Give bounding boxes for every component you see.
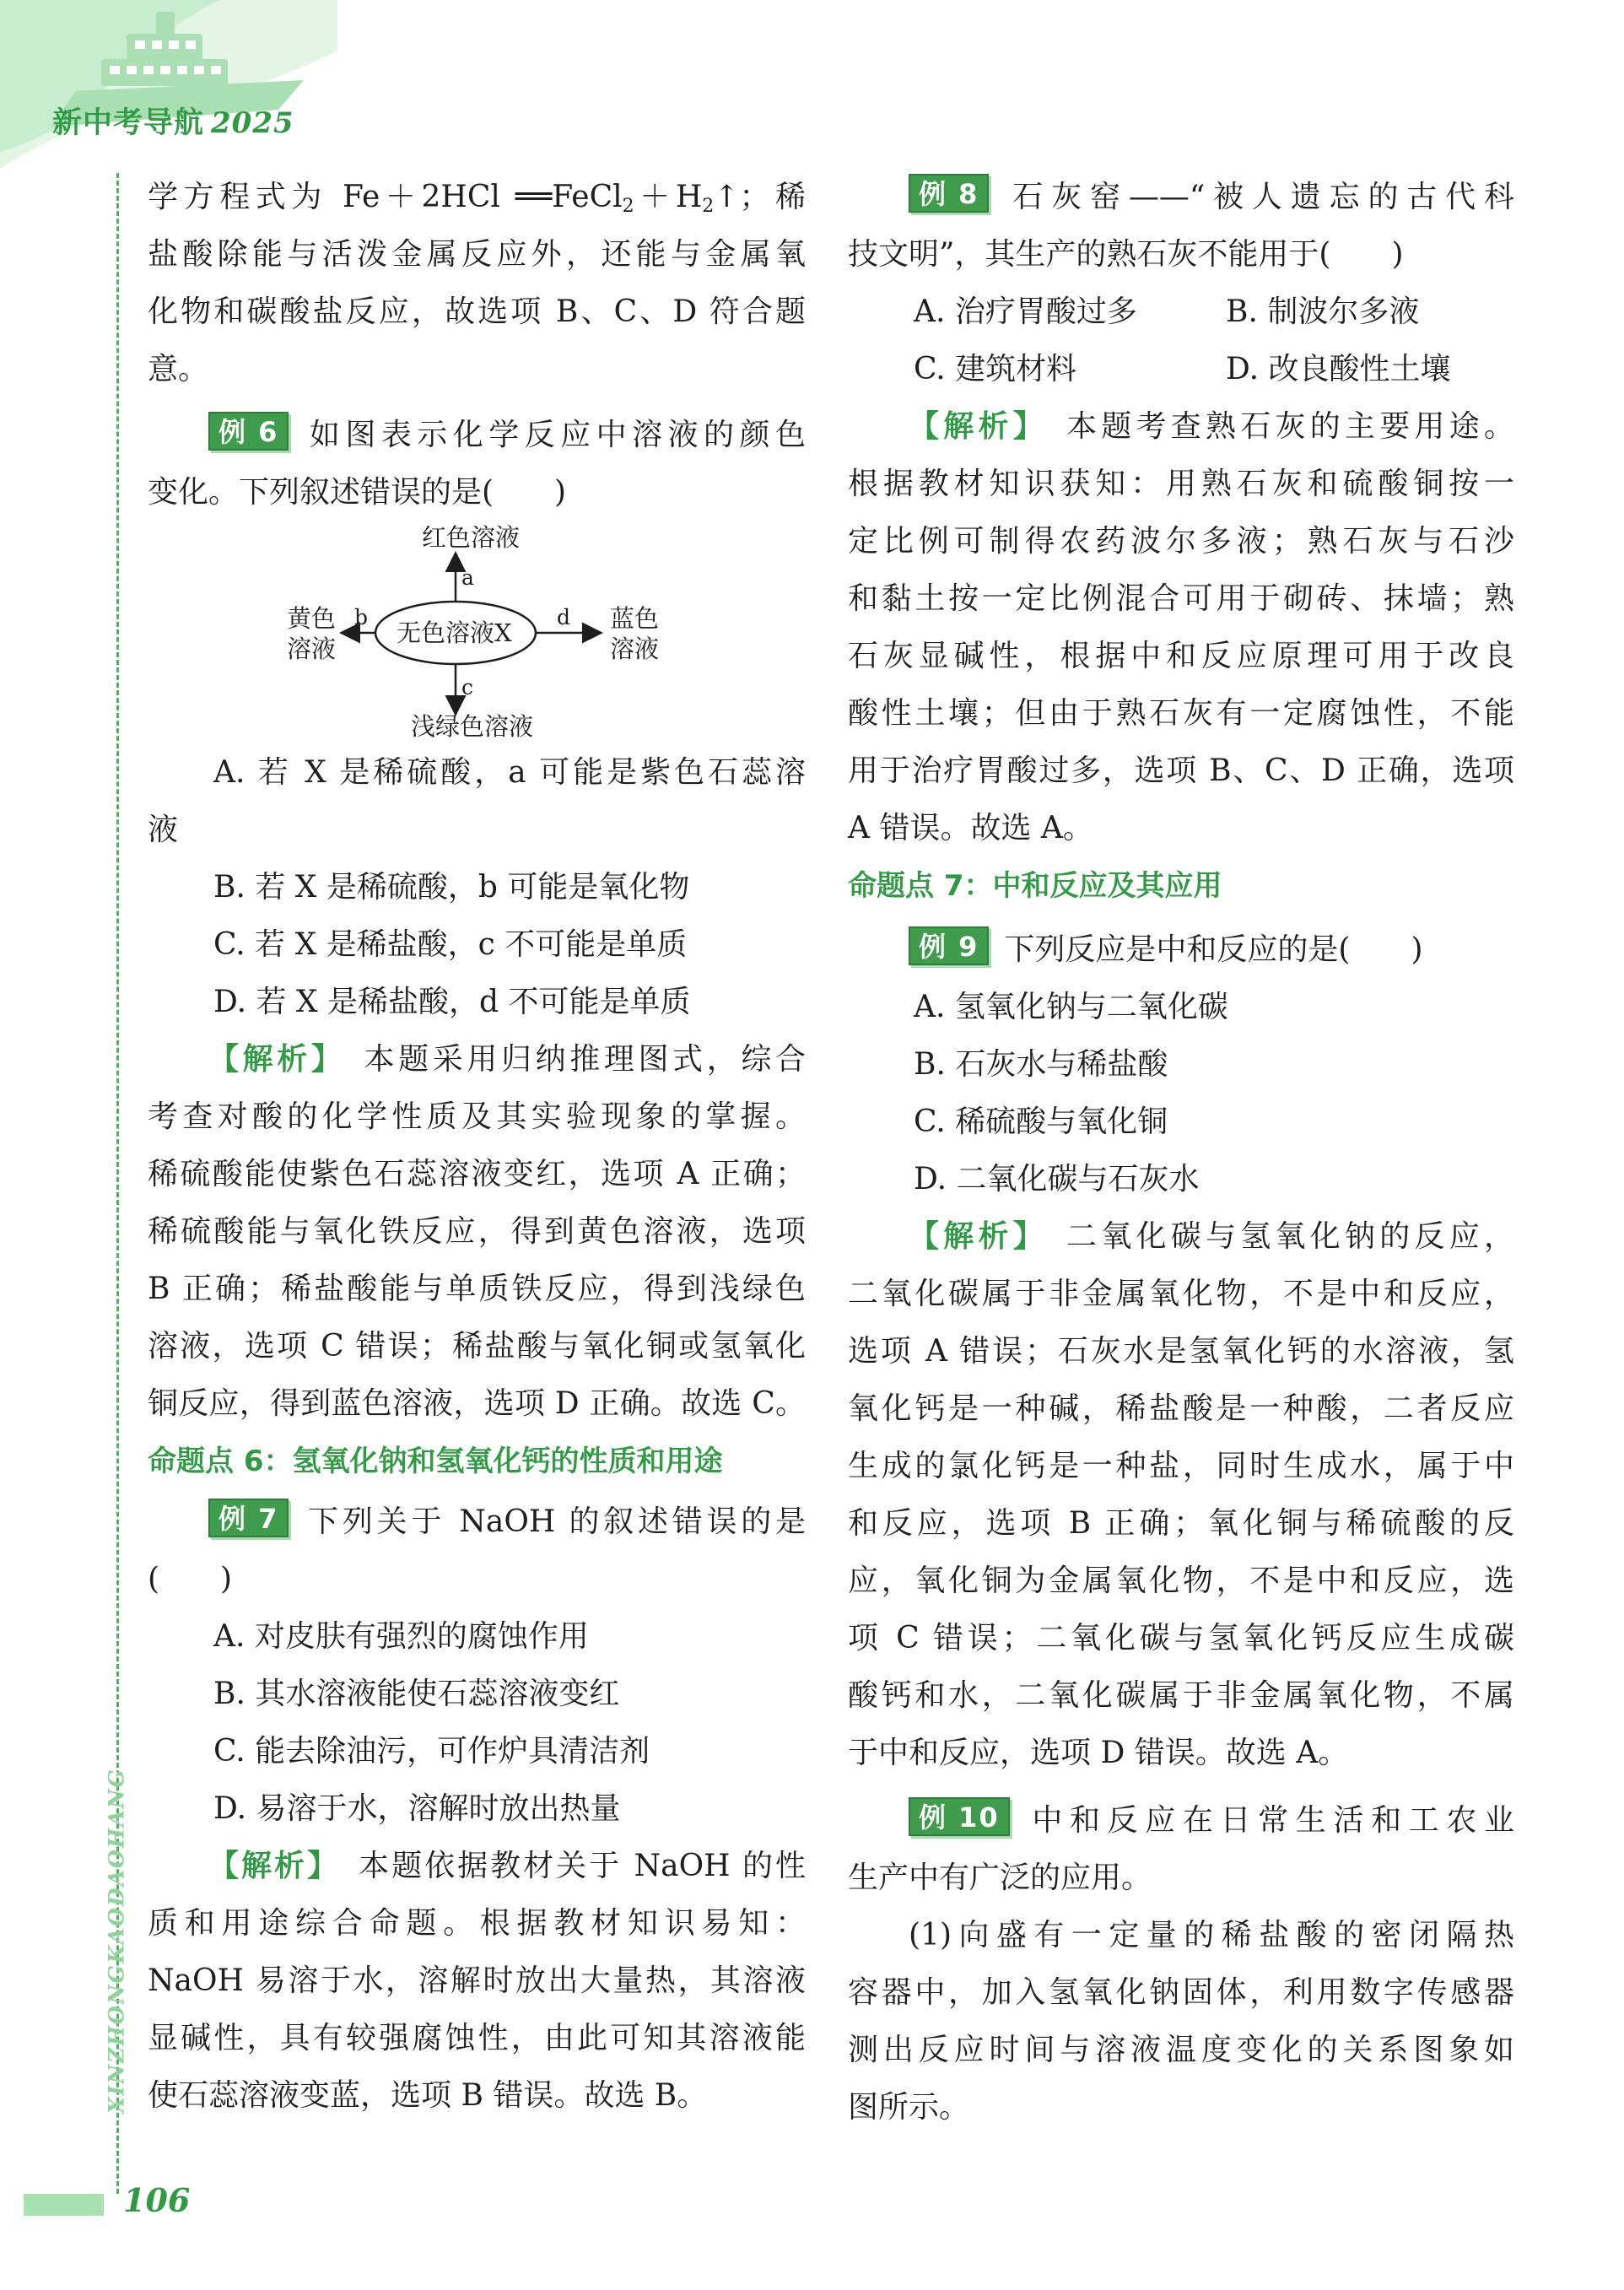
analysis-line: 酸性土壤；但由于熟石灰有一定腐蚀性，不能	[848, 696, 1514, 731]
analysis-line: B 正确；稀盐酸能与单质铁反应，得到浅绿色	[148, 1272, 806, 1306]
analysis-line: 溶液，选项 C 错误；稀盐酸与氧化铜或氢氧化	[148, 1329, 806, 1364]
diagram-arrow-c: c	[461, 675, 474, 699]
diagram-arrow-b: b	[354, 605, 369, 629]
option: C. 建筑材料	[914, 352, 1077, 386]
diagram-arrow-d: d	[557, 605, 571, 629]
analysis-line: 选项 A 错误；石灰水是氢氧化钙的水溶液，氢	[848, 1334, 1514, 1369]
analysis-line: 用于治疗胃酸过多，选项 B、C、D 正确，选项	[848, 753, 1514, 788]
text-line: ( )	[148, 1562, 233, 1596]
text-line: 学方程式为 Fe＋2HCl $══FeCl_2+H_2↑$；稀	[148, 180, 806, 217]
text-line: 意。	[148, 352, 209, 386]
example-9-stem: 例 9 下列反应是中和反应的是( )	[848, 921, 1514, 979]
option-line: D. 易溶于水，溶解时放出热量	[213, 1791, 621, 1826]
example-8-stem: 例 8 石灰窑——“被人遗忘的古代科	[848, 169, 1514, 226]
option-line: B. 石灰水与稀盐酸	[914, 1047, 1168, 1082]
analysis-line: 氧化钙是一种碱，稀盐酸是一种酸，二者反应	[848, 1391, 1514, 1426]
option-line: A. 对皮肤有强烈的腐蚀作用	[213, 1619, 589, 1654]
left-column	[148, 169, 806, 2125]
option: B. 制波尔多液	[1226, 294, 1420, 329]
option-line: D. 若 X 是稀盐酸，d 不可能是单质	[213, 985, 691, 1019]
option-line: C. 若 X 是稀盐酸，c 不可能是单质	[213, 927, 688, 962]
diagram-label-right-2: 溶液	[610, 635, 660, 663]
diagram-label-right-1: 蓝色	[610, 604, 660, 633]
header-ship-illustration	[0, 0, 337, 169]
diagram-label-left-2: 溶液	[287, 635, 337, 663]
analysis-label: 【解析】	[208, 1042, 346, 1077]
text-line: 图所示。	[848, 2090, 970, 2125]
option-line: A. 若 X 是稀硫酸，a 可能是紫色石蕊溶	[213, 755, 806, 790]
diagram-label-bottom: 浅绿色溶液	[411, 712, 534, 741]
text-line: 技文明”，其生产的熟石灰不能用于( )	[848, 237, 1404, 272]
analysis-line: 稀硫酸能与氧化铁反应，得到黄色溶液，选项	[148, 1214, 806, 1249]
example-10-stem: 例 10 中和反应在日常生活和工农业	[848, 1792, 1514, 1850]
margin-vertical-text: XINZHONGKAODAOHANG	[104, 1768, 129, 2114]
text-line: 盐酸除能与活泼金属反应外，还能与金属氧	[148, 237, 806, 272]
analysis-line: 考查对酸的化学性质及其实验现象的掌握。	[148, 1099, 806, 1134]
analysis-label: 【解析】	[208, 1849, 341, 1883]
text-line: 生产中有广泛的应用。	[848, 1861, 1152, 1895]
example-tag: 例 7	[208, 1499, 289, 1537]
analysis-line: 铜反应，得到蓝色溶液，选项 D 正确。故选 C。	[148, 1386, 806, 1421]
text-line: 化物和碳酸盐反应，故选项 B、C、D 符合题	[148, 294, 806, 329]
diagram-label-left-1: 黄色	[287, 604, 337, 633]
analysis-line: 酸钙和水，二氧化碳属于非金属氧化物，不属	[848, 1678, 1514, 1713]
analysis-line: 于中和反应，选项 D 错误。故选 A。	[848, 1736, 1349, 1770]
analysis-line: 【解析】 二氧化碳与氢氧化钠的反应，	[909, 1219, 1514, 1254]
analysis-line: 根据教材知识获知：用熟石灰和硫酸铜按一	[848, 467, 1514, 501]
footer-bar	[24, 2194, 104, 2216]
analysis-line: 应，氧化铜为金属氧化物，不是中和反应，选	[848, 1564, 1514, 1598]
option-line: 液	[148, 813, 179, 847]
text-line: 测出反应时间与溶液温度变化的关系图象如	[848, 2033, 1514, 2067]
text-line: 变化。下列叙述错误的是( )	[148, 475, 567, 510]
analysis-line: 定比例可制得农药波尔多液；熟石灰与石沙	[848, 524, 1514, 559]
analysis-line: 和黏土按一定比例混合可用于砌砖、抹墙；熟	[848, 581, 1514, 616]
diagram-center: 无色溶液X	[397, 618, 512, 647]
option-row	[848, 284, 1514, 341]
analysis-line: 质和用途综合命题。根据教材知识易知：	[148, 1906, 806, 1941]
analysis-line: NaOH 易溶于水，溶解时放出大量热，其溶液	[148, 1963, 806, 1998]
analysis-line: A 错误。故选 A。	[848, 811, 1093, 845]
analysis-label: 【解析】	[909, 1219, 1048, 1254]
analysis-line: 使石蕊溶液变蓝，选项 B 错误。故选 B。	[148, 2078, 708, 2113]
analysis-line: 【解析】 本题依据教材关于 NaOH 的性	[208, 1849, 806, 1883]
option-row	[848, 341, 1514, 398]
analysis-line: 项 C 错误；二氧化碳与氢氧化钙反应生成碳	[848, 1621, 1514, 1655]
analysis-line: 【解析】 本题考查熟石灰的主要用途。	[909, 409, 1514, 444]
example-7-stem: 例 7 下列关于 NaOH 的叙述错误的是	[148, 1493, 806, 1551]
option-line: C. 稀硫酸与氧化铜	[914, 1104, 1168, 1139]
analysis-line: 二氧化碳属于非金属氧化物，不是中和反应，	[848, 1277, 1514, 1311]
analysis-line: 石灰显碱性，根据中和反应原理可用于改良	[848, 639, 1514, 673]
diagram-label-top: 红色溶液	[422, 523, 521, 552]
reaction-diagram	[148, 521, 806, 744]
option-line: A. 氢氧化钠与二氧化碳	[914, 990, 1228, 1024]
right-column	[848, 169, 1514, 2136]
analysis-line: 稀硫酸能使紫色石蕊溶液变红，选项 A 正确；	[148, 1157, 806, 1191]
option: A. 治疗胃酸过多	[914, 294, 1137, 329]
brand-title: 新中考导航 2025	[52, 106, 294, 140]
analysis-line: 显碱性，具有较强腐蚀性，由此可知其溶液能	[148, 2021, 806, 2055]
example-tag: 例 6	[208, 412, 289, 451]
analysis-label: 【解析】	[909, 409, 1048, 444]
option-line: C. 能去除油污，可作炉具清洁剂	[213, 1734, 650, 1769]
example-tag: 例 10	[909, 1797, 1010, 1836]
page-number: 106	[123, 2181, 191, 2219]
text-line: (1)向盛有一定量的稀盐酸的密闭隔热	[909, 1918, 1514, 1952]
section-heading-7: 命题点 7：中和反应及其应用	[848, 869, 1222, 903]
example-6-stem: 例 6 如图表示化学反应中溶液的颜色	[148, 407, 806, 464]
analysis-line: 生成的氯化钙是一种盐，同时生成水，属于中	[848, 1449, 1514, 1483]
option-line: B. 若 X 是稀硫酸，b 可能是氧化物	[213, 870, 690, 905]
analysis-line: 【解析】 本题采用归纳推理图式，综合	[208, 1042, 806, 1077]
text-line: 容器中，加入氢氧化钠固体，利用数字传感器	[848, 1975, 1514, 2010]
option-line: B. 其水溶液能使石蕊溶液变红	[213, 1677, 620, 1711]
example-tag: 例 9	[909, 926, 989, 965]
option: D. 改良酸性土壤	[1226, 352, 1451, 386]
diagram-arrow-a: a	[461, 565, 474, 590]
option-line: D. 二氧化碳与石灰水	[914, 1162, 1200, 1196]
section-heading-6: 命题点 6：氢氧化钠和氢氧化钙的性质和用途	[148, 1445, 723, 1478]
example-tag: 例 8	[909, 174, 989, 213]
analysis-line: 和反应，选项 B 正确；氧化铜与稀硫酸的反	[848, 1506, 1514, 1541]
